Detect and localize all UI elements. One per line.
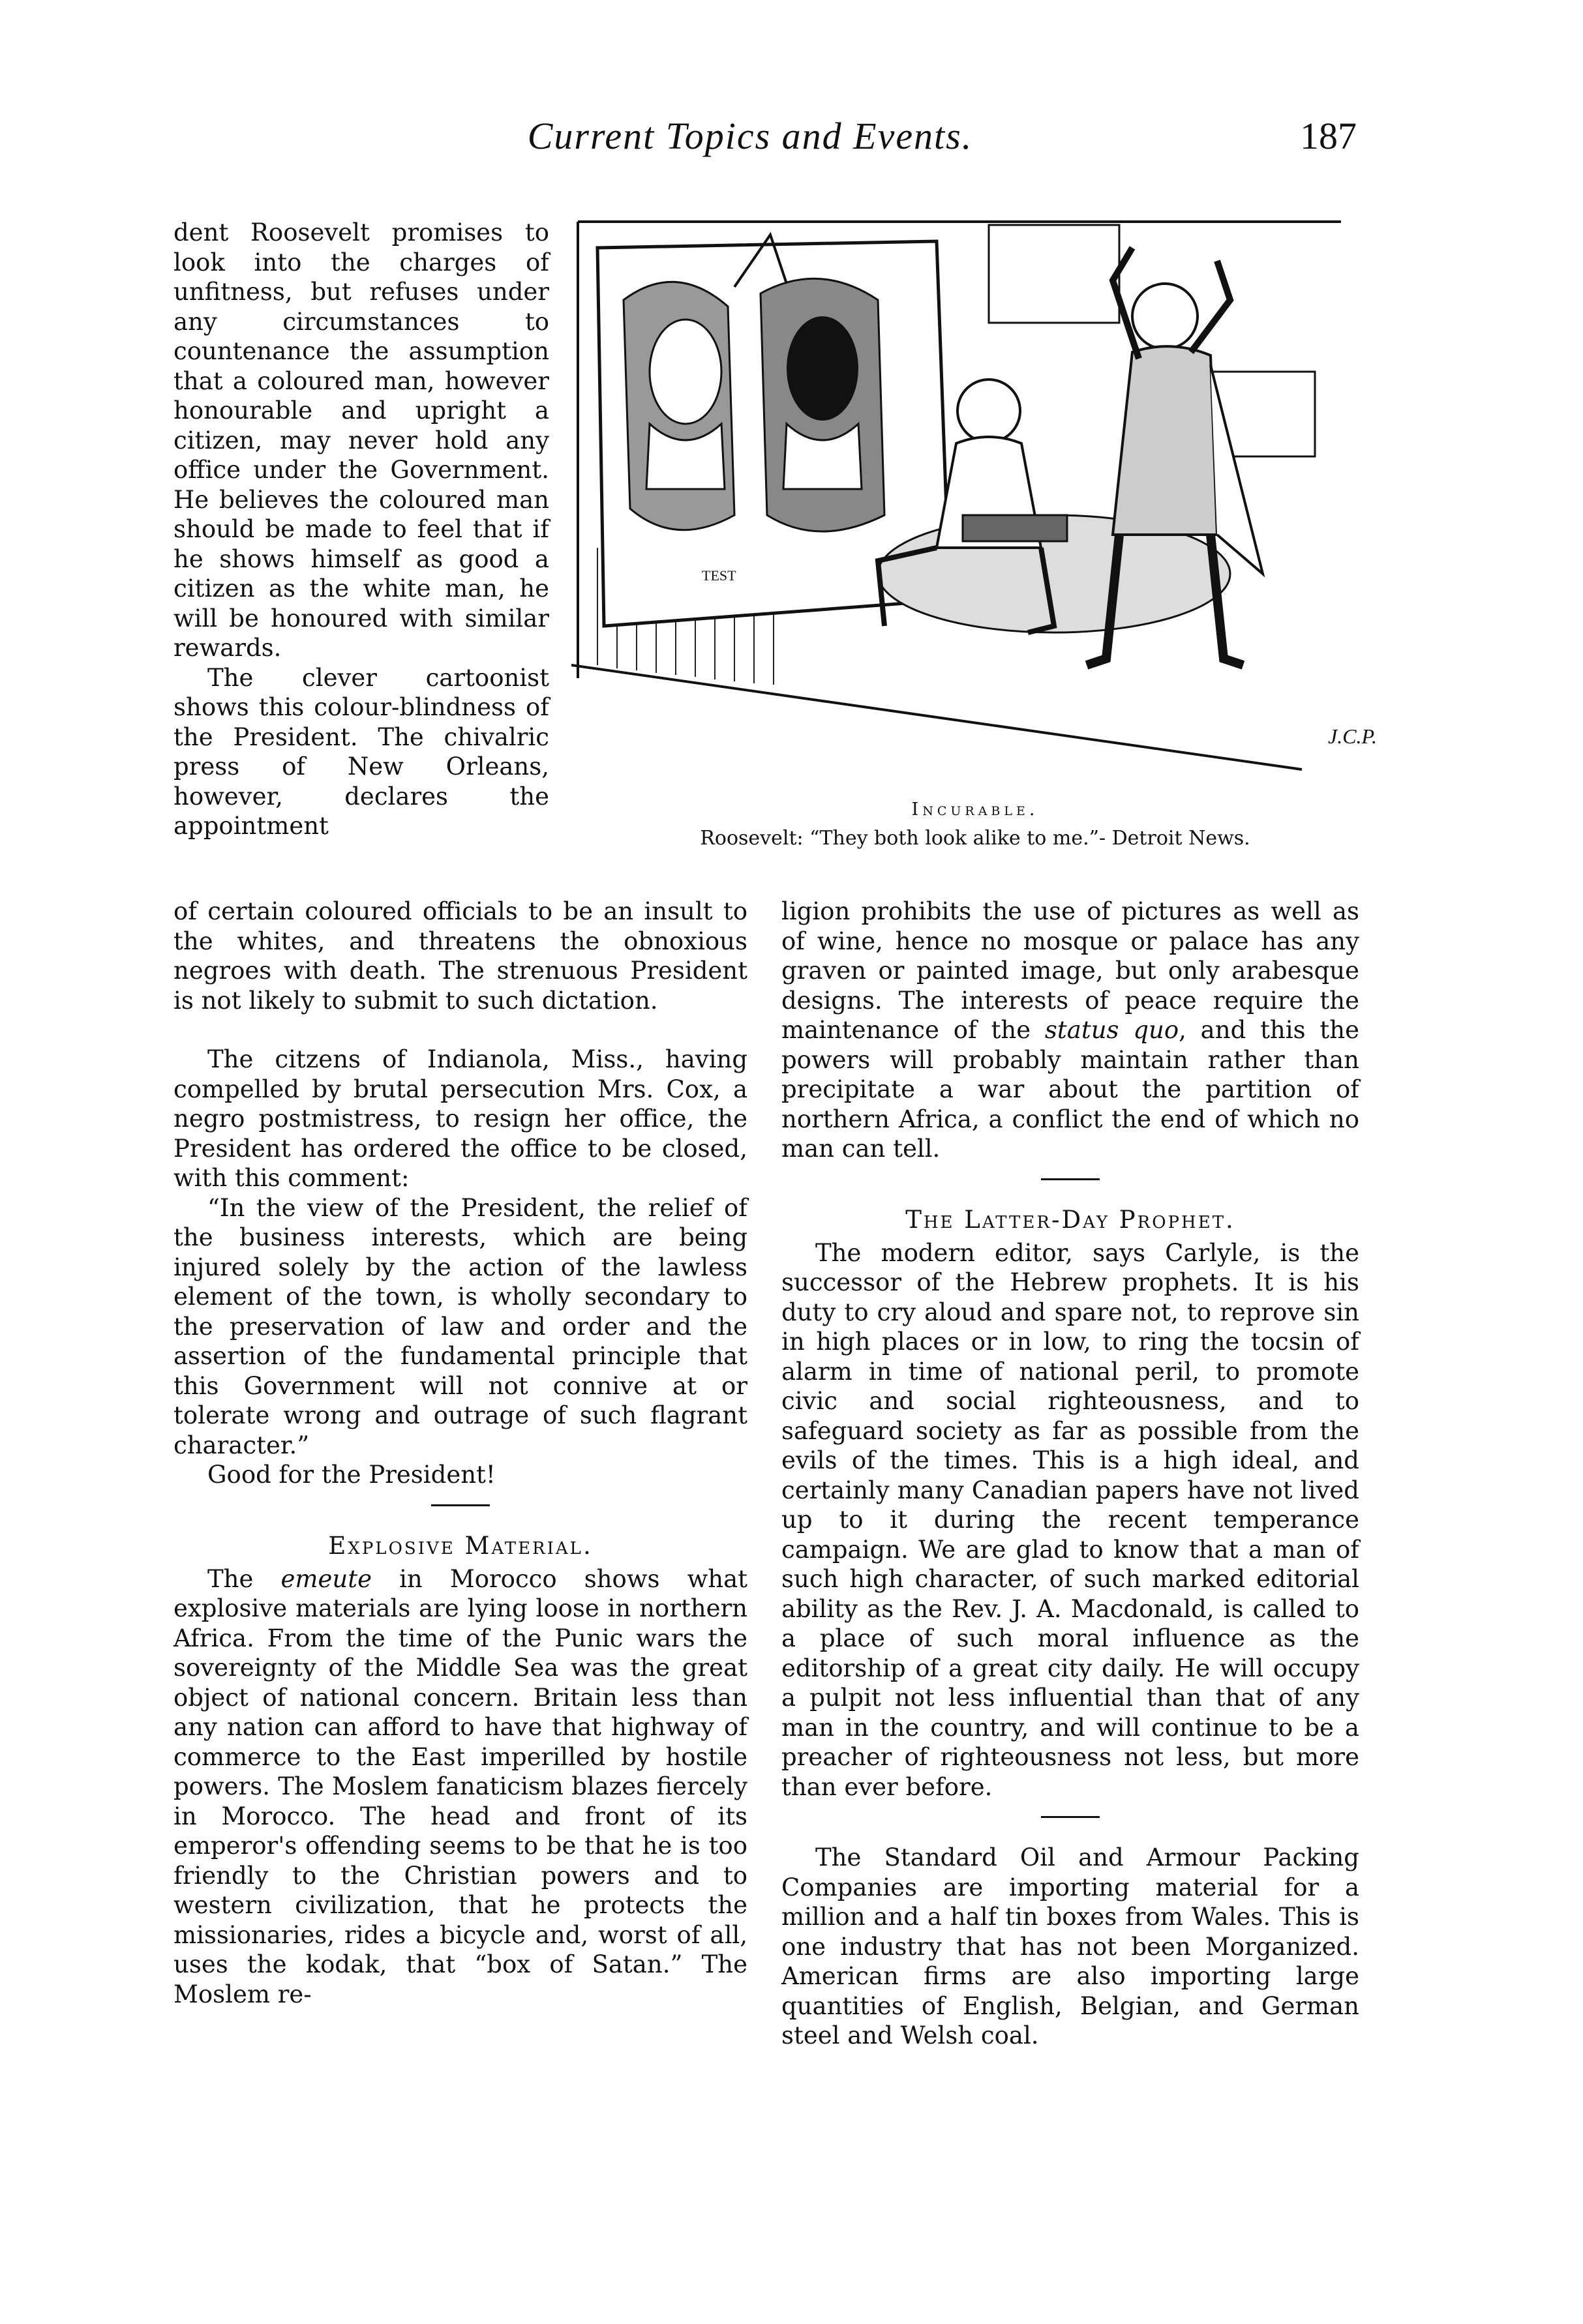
section-divider [1041, 1178, 1100, 1180]
paragraph: Good for the President! [207, 1461, 496, 1489]
left-column [173, 897, 747, 2009]
right-column [781, 897, 1359, 2051]
cartoonist-signature: J.C.P. [1328, 724, 1377, 748]
section-heading: Explosive Material. [328, 1531, 593, 1560]
paragraph: The citzens of Indianola, Miss., having compelled by brutal persecution Mrs. Cox, a negro postmistress, to resign her office, the President has ordered the office to be closed, with this comment: [173, 1045, 747, 1192]
cartoon-caption-title: Incurable. [911, 799, 1039, 820]
paragraph: of certain coloured officials to be an insult to the whites, and threatens the obnoxious negroes with death. The strenuous President is not likely to submit to such dictation. [173, 897, 747, 1015]
paragraph: ligion prohibits the use of pictures as well as of wine, hence no mosque or palace has any graven or painted image, but only arabesque designs. The interests of peace require the maintenance of the status quo, and this the powers will probably maintain rather than precipitate a war about the partition of northern Africa, a conflict the end of which no man can tell. [781, 897, 1359, 1163]
paragraph: The clever cartoonist shows this colour-blindness of the President. The chivalric press of New Orleans, however, declares the appointment [173, 663, 549, 840]
cartoon-caption-quote: Roosevelt: “They both look alike to me.”- Detroit News. [700, 827, 1250, 850]
top-left-column [173, 218, 549, 841]
section-divider [431, 1504, 490, 1506]
running-header: Current Topics and Events. [527, 115, 973, 157]
paragraph: “In the view of the President, the relief of the business interests, which are being injured solely by the action of the lawless element of the town, is wholly secondary to the preservation of law and order and the assertion of the fundamental principle that this Government will not connive at or tolerate wrong and outrage of such flagrant character.” [173, 1193, 747, 1459]
paragraph: The emeute in Morocco shows what explosive materials are lying loose in northern Africa. From the time of the Punic wars the sovereignty of the Middle Sea was the great object of national concern. Britain less than any nation can afford to have that highway of commerce to the East imperilled by hostile powers. The Moslem fanaticism blazes fiercely in Morocco. The head and front of its emperor's offending seems to be that he is too friendly to the Christian powers and to western civilization, that he protects the missionaries, rides a bicycle and, worst of all, uses the kodak, that “box of Satan.” The Moslem re- [173, 1564, 748, 2008]
page-number: 187 [1300, 115, 1357, 157]
section-heading: The Latter-Day Prophet. [905, 1205, 1235, 1234]
cartoon-drawing [571, 209, 1379, 782]
easel-label: TEST [702, 567, 736, 584]
paragraph: The Standard Oil and Armour Packing Companies are importing material for a million and a half tin boxes from Wales. This is one industry that has not been Morganized. American firms are also importing large quantities of English, Belgian, and German steel and Welsh coal. [781, 1843, 1359, 2049]
cartoon-illustration [571, 209, 1379, 782]
paragraph: dent Roosevelt promises to look into the charges of unfitness, but refuses under any circumstances to countenance the assumption that a coloured man, however honourable and upright a citizen, may never hold any office under the Government. He believes the coloured man should be made to feel that if he shows himself as good a citizen as the white man, he will be honoured with similar rewards. [173, 218, 549, 662]
paragraph: The modern editor, says Carlyle, is the successor of the Hebrew prophets. It is his duty to cry aloud and spare not, to reprove sin in high places or in low, to ring the tocsin of alarm in time of national peril, to promote civic and social righteousness, and to safeguard society as far as possible from the evils of the times. This is a high ideal, and certainly many Canadian papers have not lived up to it during the recent temperance campaign. We are glad to know that a man of such high character, of such marked editorial ability as the Rev. J. A. Macdonald, is called to a place of such moral influence as the editorship of a great city daily. He will occupy a pulpit not less influential than that of any man in the country, and will continue to be a preacher of righteousness not less, but more than ever before. [781, 1238, 1359, 1801]
section-divider [1041, 1816, 1100, 1818]
